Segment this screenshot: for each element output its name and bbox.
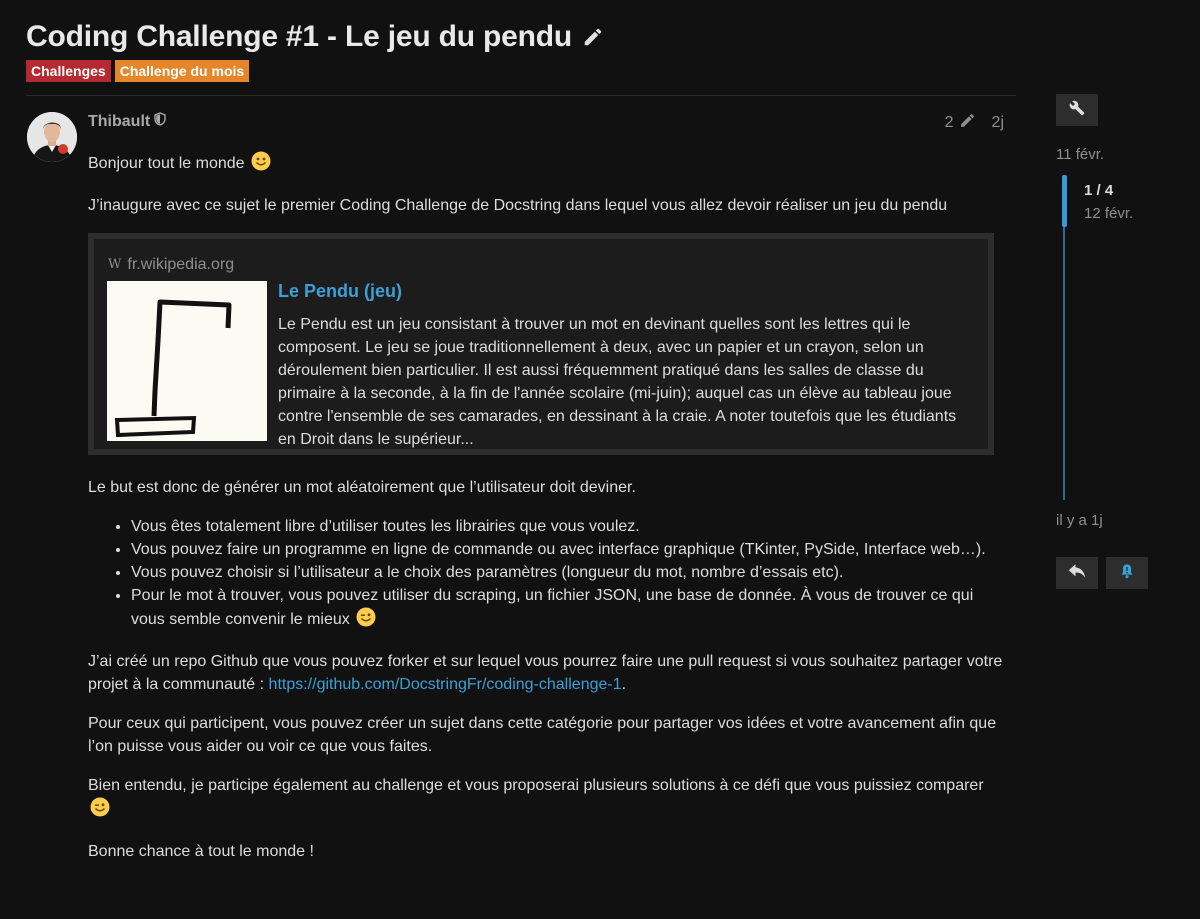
list-item: • Vous êtes totalement libre d’utiliser toutes les librairies que vous voulez. xyxy=(131,515,1008,538)
wikipedia-onebox xyxy=(88,233,994,455)
topic-title[interactable]: Coding Challenge #1 - Le jeu du pendu xyxy=(26,20,572,53)
smile-emoji xyxy=(251,151,271,178)
onebox-source[interactable] xyxy=(108,253,234,276)
username[interactable]: Thibault xyxy=(88,112,151,130)
pencil-icon xyxy=(959,112,976,134)
closing-paragraph: Bonne chance à tout le monde ! xyxy=(88,843,314,860)
list-item: • Vous pouvez faire un programme en ligne de commande ou avec interface graphique (TKinter, PySide, Interface web…). xyxy=(131,538,1008,561)
avatar[interactable] xyxy=(27,112,77,162)
wikipedia-icon: W xyxy=(108,257,122,272)
post-meta xyxy=(945,112,1004,134)
timeline-handle[interactable] xyxy=(1062,175,1067,227)
participate-self-text: Bien entendu, je participe également au challenge et vous proposerai plusieurs solutions à ce défi que vous puissiez comparer xyxy=(88,777,984,794)
header-divider xyxy=(26,95,1016,96)
onebox-excerpt: Le Pendu est un jeu consistant à trouver un mot en devinant quelles sont les lettres qui le composent. Le jeu se joue traditionnellement à deux, avec un papier et un crayon, selon un déroulement bien particulier. Il est aussi fréquemment pratiqué dans les salles de classe du primaire à la seconde, à la fin de l'année scolaire (mi-juin); auquel cas un élève au tableau joue contre l'ensemble de ses camarades, en dessinant à la craie. A noter toutefois que les étudiants en Droit dans le supérieur... xyxy=(278,316,957,448)
repo-end: . xyxy=(621,676,627,693)
wink-emoji xyxy=(356,607,376,634)
github-repo-link[interactable]: https://github.com/DocstringFr/coding-challenge-1 xyxy=(268,676,622,693)
timeline-position: 1 / 4 xyxy=(1084,182,1114,199)
pencil-icon[interactable] xyxy=(582,26,604,48)
post-body xyxy=(88,151,1008,879)
shield-icon xyxy=(154,112,166,131)
notification-button[interactable] xyxy=(1106,557,1148,589)
participate-self-paragraph xyxy=(88,774,1008,824)
onebox-title-link[interactable]: Le Pendu (jeu) xyxy=(278,281,403,301)
participate-paragraph: Pour ceux qui participent, vous pouvez créer un sujet dans cette catégorie pour partager vos idées et votre avancement afin que l’on puisse vous aider ou voir ce que vous faites. xyxy=(88,715,997,755)
post-author[interactable] xyxy=(88,112,166,131)
tag-challenge-du-mois[interactable]: Challenge du mois xyxy=(115,60,249,82)
reply-button[interactable] xyxy=(1056,557,1098,589)
repo-paragraph xyxy=(88,650,1008,696)
timeline-current-date: 12 févr. xyxy=(1084,205,1134,222)
admin-wrench-button[interactable] xyxy=(1056,94,1098,126)
topic-tags xyxy=(26,60,249,82)
repo-text: J’ai créé un repo Github que vous pouvez forker et sur lequel vous pourrez faire une pull request si vous souhaitez partager votre projet à la communauté : xyxy=(88,653,1003,693)
topic-header xyxy=(26,20,604,54)
wrench-icon xyxy=(1069,100,1085,121)
rules-list xyxy=(88,515,1008,634)
list-item: • Vous pouvez choisir si l’utilisateur a le choix des paramètres (longueur du mot, nombre d’essais etc). xyxy=(131,561,1008,584)
edit-history-button[interactable] xyxy=(945,112,976,134)
edit-count: 2 xyxy=(944,114,954,131)
onebox-source-label: fr.wikipedia.org xyxy=(127,256,235,273)
greeting-text: Bonjour tout le monde xyxy=(88,155,245,172)
timeline-start-date[interactable]: 11 févr. xyxy=(1056,146,1105,163)
goal-paragraph: Le but est donc de générer un mot aléatoirement que l’utilisateur doit deviner. xyxy=(88,479,636,496)
list-item xyxy=(131,584,1008,634)
greeting-paragraph xyxy=(88,151,1008,178)
tag-challenges[interactable]: Challenges xyxy=(26,60,111,82)
list-item-text: Pour le mot à trouver, vous pouvez utiliser du scraping, un fichier JSON, une base de donnée. À vous de trouver ce qui vous semble convenir le mieux xyxy=(131,587,974,628)
intro-paragraph: J’inaugure avec ce sujet le premier Coding Challenge de Docstring dans lequel vous allez devoir réaliser un jeu du pendu xyxy=(88,197,948,214)
timeline-end-label[interactable]: il y a 1j xyxy=(1056,512,1103,529)
wink-emoji xyxy=(90,797,110,824)
post-date[interactable]: 2j xyxy=(991,114,1004,131)
bell-icon xyxy=(1119,563,1135,584)
reply-icon xyxy=(1068,563,1086,584)
hangman-image[interactable] xyxy=(107,281,267,441)
